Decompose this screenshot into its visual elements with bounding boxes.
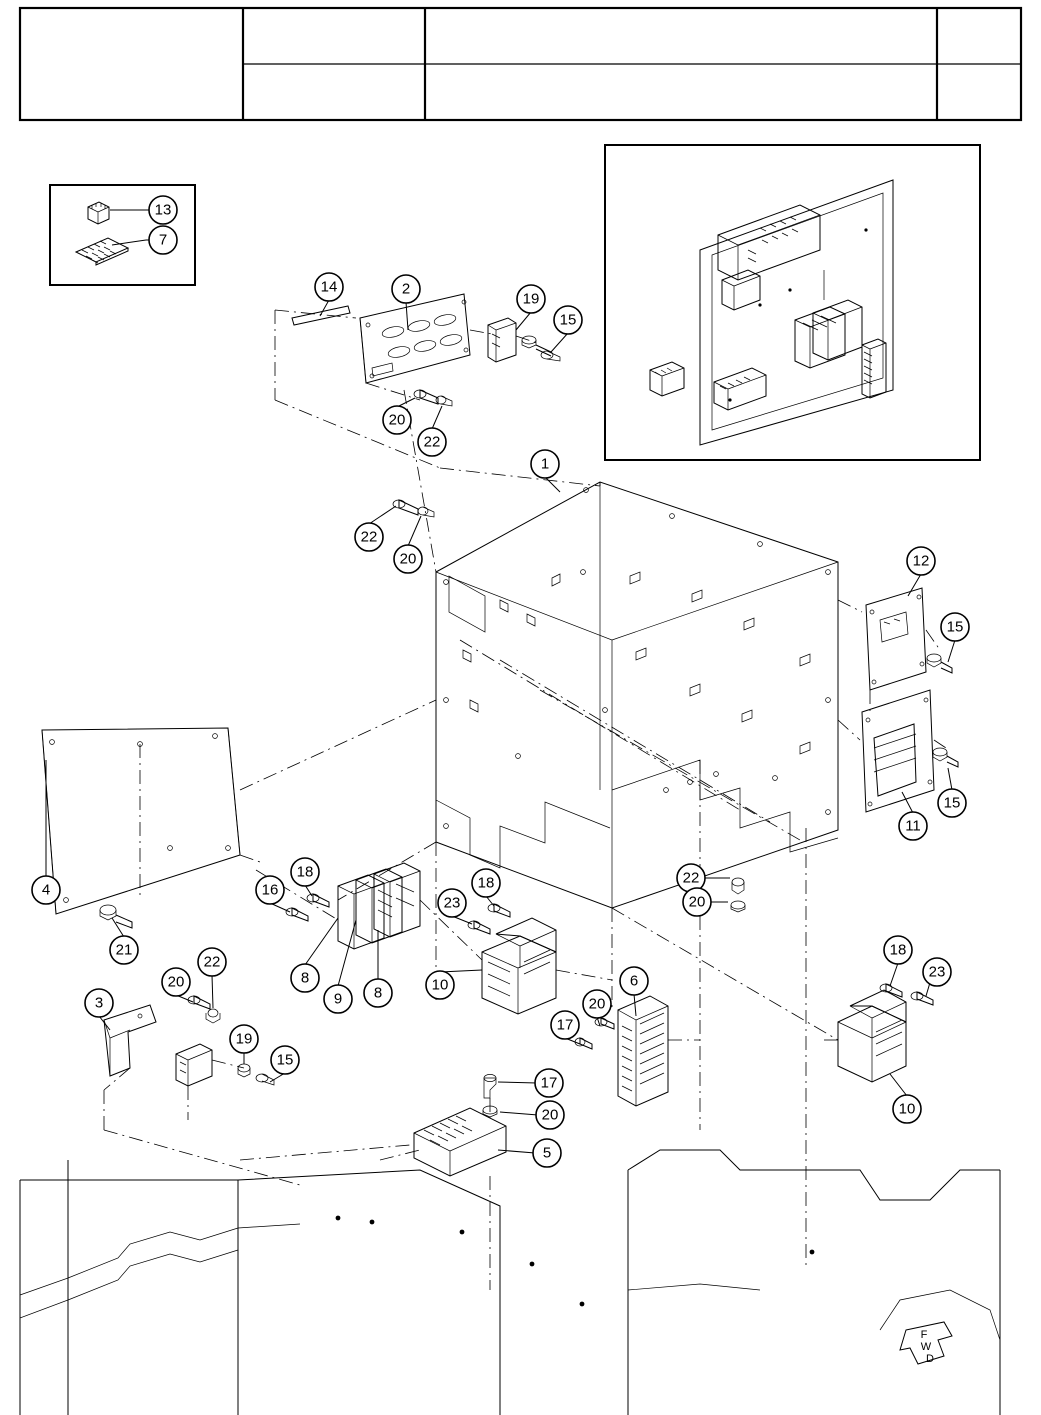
balloon-label: 21 (115, 941, 133, 959)
balloon-label: 22 (682, 869, 700, 887)
balloon-label: 4 (41, 881, 51, 899)
balloon-label: 8 (300, 969, 310, 987)
balloon-label: 10 (431, 976, 449, 994)
fwd-letter-w: W (920, 1341, 932, 1353)
balloon-label: 20 (167, 973, 185, 991)
balloon-label: 16 (261, 881, 279, 899)
balloon-label: 17 (556, 1016, 574, 1034)
balloon-label: 18 (296, 863, 314, 881)
balloon-label: 20 (388, 411, 406, 429)
balloon-label: 19 (235, 1030, 253, 1048)
balloon-label: 23 (928, 963, 946, 981)
balloon-label: 22 (360, 528, 378, 546)
balloon-label: 15 (943, 794, 961, 812)
balloon-label: 9 (333, 990, 343, 1008)
balloon-label: 15 (559, 311, 577, 329)
balloon-label: 22 (203, 953, 221, 971)
balloon-label: 12 (912, 552, 930, 570)
balloon-label: 23 (443, 894, 461, 912)
balloon-label: 8 (373, 984, 383, 1002)
balloon-label: 19 (522, 290, 540, 308)
balloon-label: 1 (540, 455, 550, 473)
balloon-label: 17 (540, 1074, 558, 1092)
balloon-label: 20 (588, 995, 606, 1013)
balloon-label: 20 (399, 550, 417, 568)
balloon-label: 20 (688, 893, 706, 911)
balloon-label: 6 (629, 972, 639, 990)
balloon-label: 5 (542, 1144, 552, 1162)
balloon-label: 13 (154, 201, 172, 219)
fwd-letter-d: D (926, 1353, 934, 1365)
balloon-label: 15 (946, 618, 964, 636)
balloon-label: 20 (541, 1106, 559, 1124)
balloon-label: 2 (401, 280, 411, 298)
balloon-label: 10 (898, 1100, 916, 1118)
balloon-label: 7 (158, 231, 168, 249)
balloon-label: 3 (94, 994, 104, 1012)
balloon-label: 18 (889, 941, 907, 959)
balloon-label: 11 (905, 817, 921, 835)
balloon-label: 22 (423, 433, 441, 451)
balloon-label: 14 (320, 278, 338, 296)
fwd-letter-f: F (920, 1329, 928, 1341)
balloon-label: 15 (276, 1051, 294, 1069)
balloon-label: 18 (477, 874, 495, 892)
